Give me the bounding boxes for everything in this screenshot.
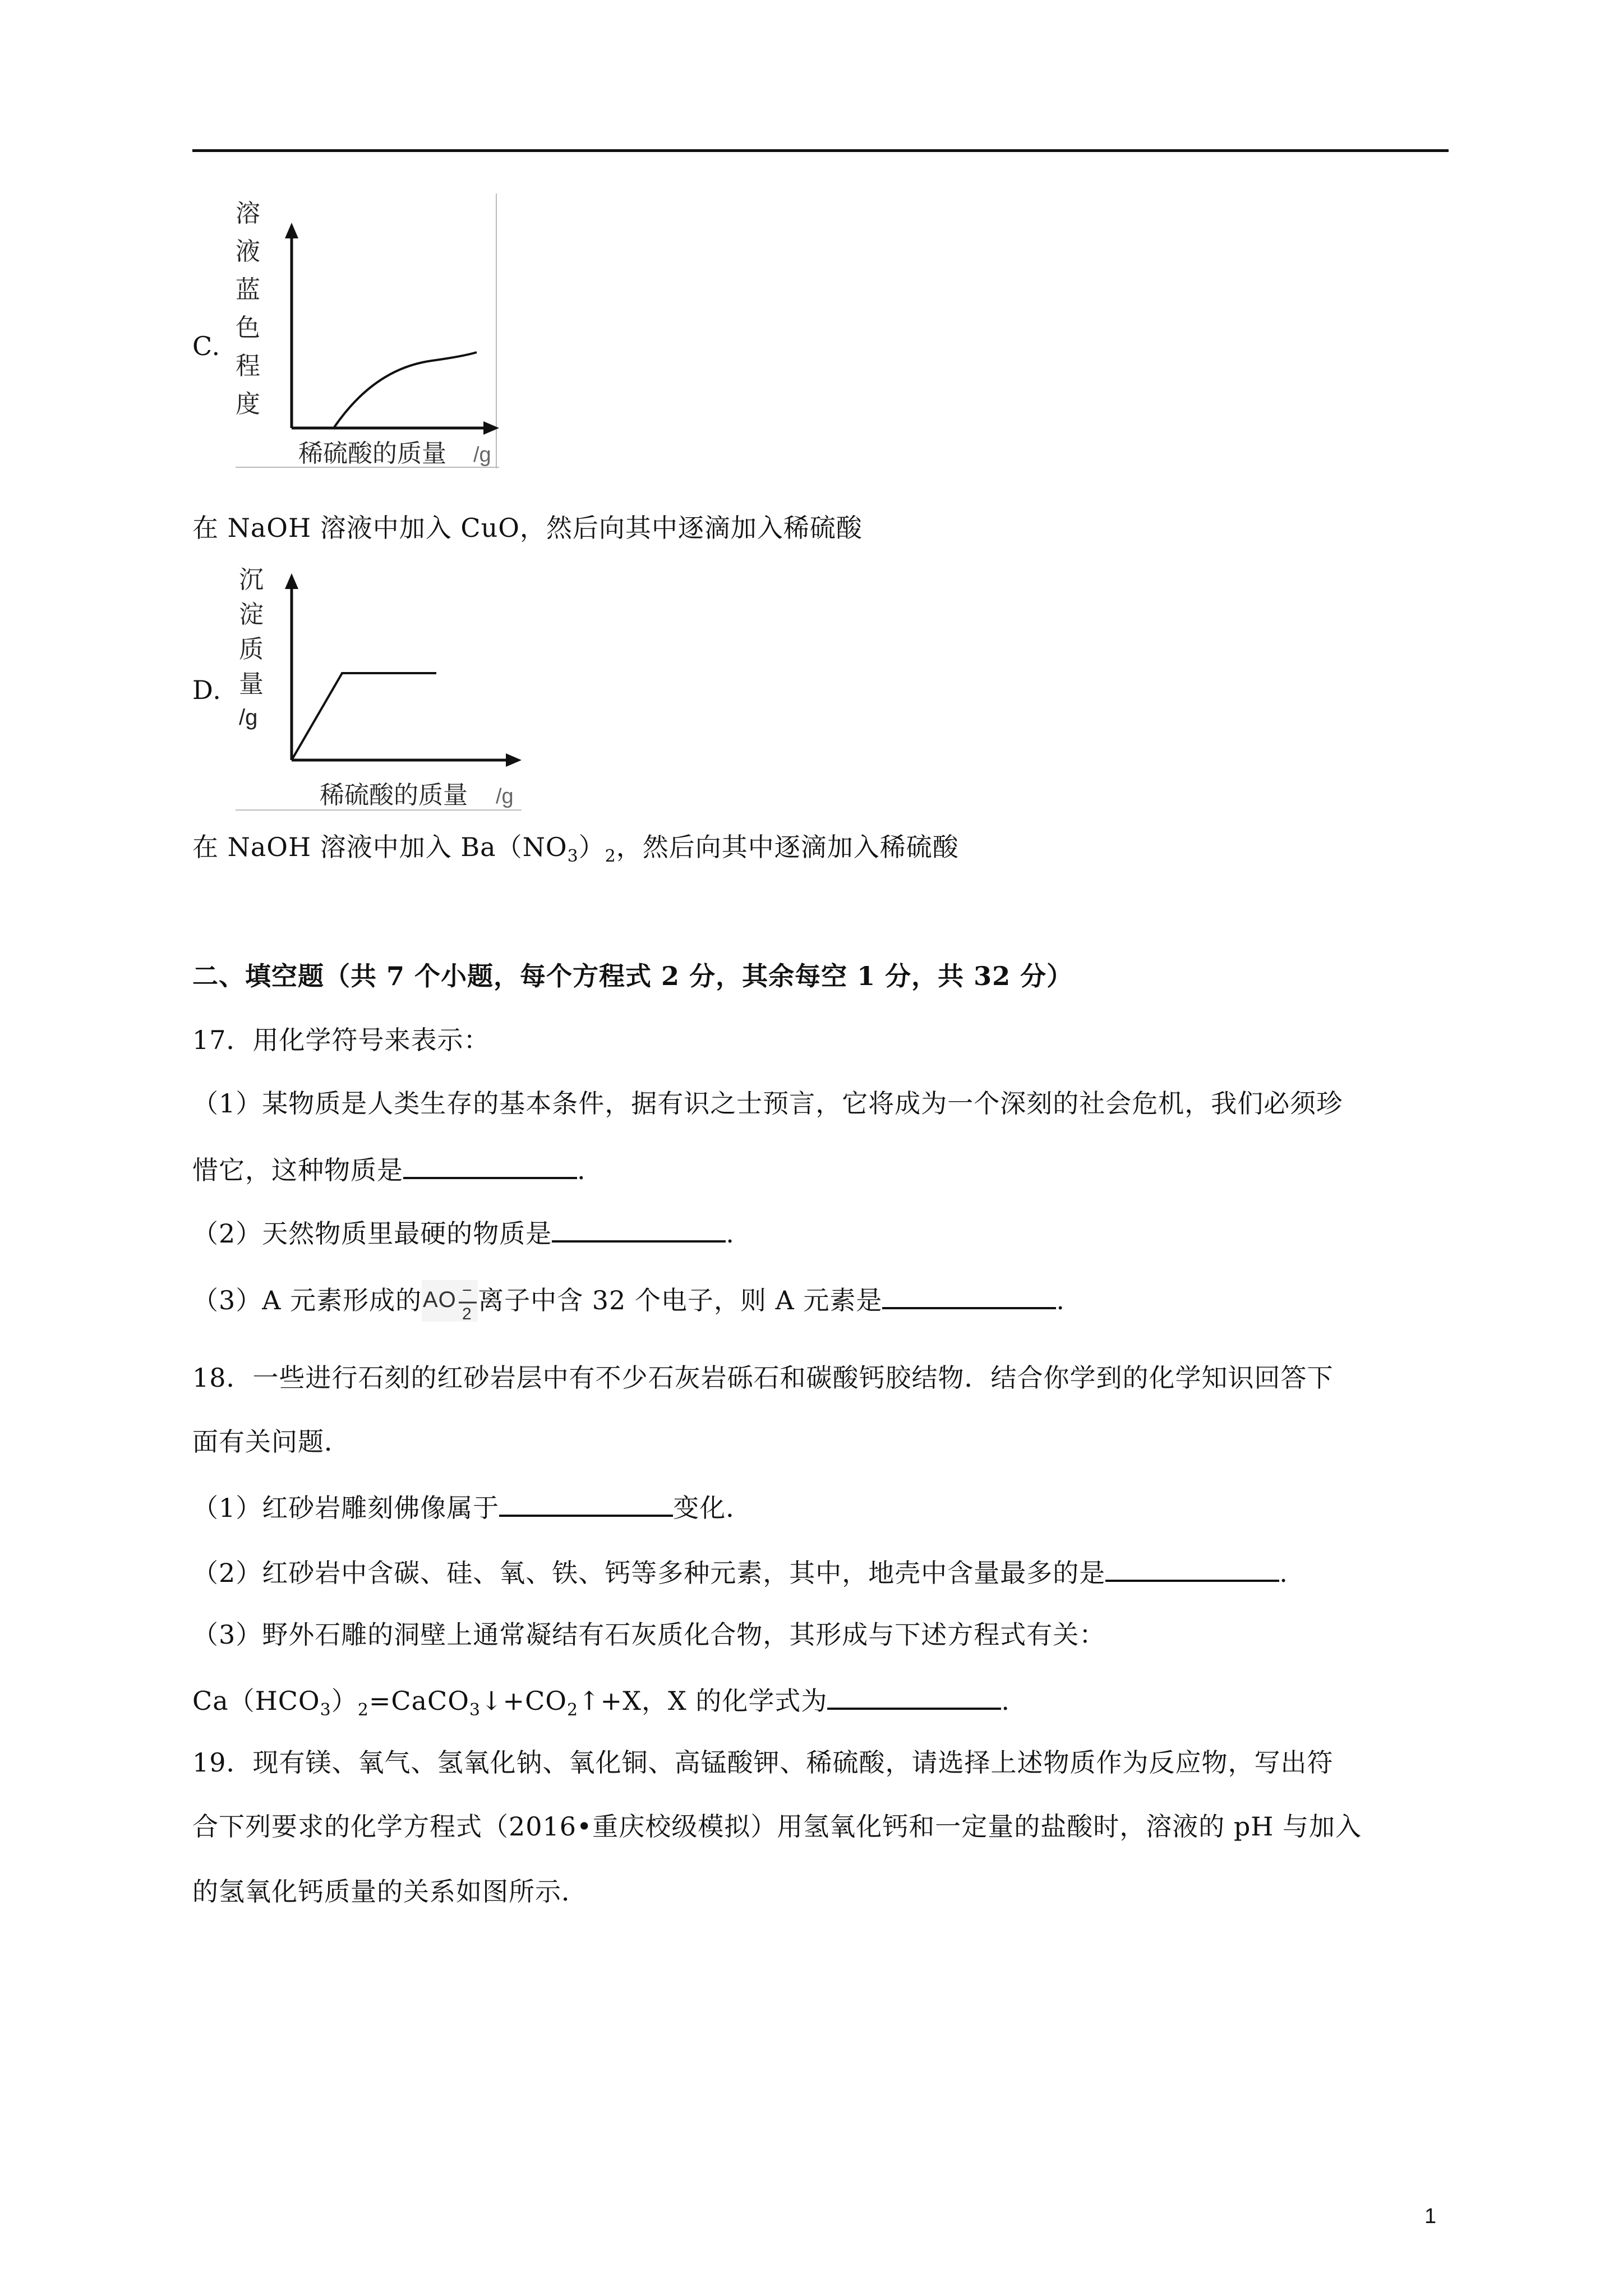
q17-blank-3[interactable] xyxy=(882,1281,1056,1309)
q18-p1-suffix: 变化． xyxy=(673,1493,753,1523)
q17-p1-line1: （1）某物质是人类生存的基本条件，据有识之士预言，它将成为一个深刻的社会危机，我们必须珍 xyxy=(192,1088,1343,1119)
q19-line1: 19．现有镁、氧气、氢氧化钠、氧化铜、高锰酸钾、稀硫酸，请选择上述物质作为反应物，写出符 xyxy=(192,1747,1334,1778)
c-axes xyxy=(285,223,499,435)
period: . xyxy=(1056,1285,1065,1315)
c-ylabel-3: 色 xyxy=(236,314,260,342)
d-caption-a: 在 NaOH 溶液中加入 Ba（NO xyxy=(192,832,568,862)
ion-formula-image xyxy=(422,1280,478,1322)
figure-d-graph xyxy=(236,561,522,813)
eq-b: ） xyxy=(331,1686,358,1716)
q17-p1-line2 xyxy=(192,1151,586,1187)
d-ylabel-1: 淀 xyxy=(239,601,264,628)
d-ylabel-2: 质 xyxy=(239,636,264,663)
q17-blank-2[interactable] xyxy=(552,1214,726,1243)
q18-p1-prefix: （1）红砂岩雕刻佛像属于 xyxy=(192,1493,500,1523)
q18-p2 xyxy=(192,1554,1288,1590)
c-ylabel-4: 程 xyxy=(236,352,260,380)
q17-stem: 17．用化学符号来表示： xyxy=(192,1025,490,1055)
c-curve xyxy=(334,352,477,428)
d-xlabel: 稀硫酸的质量 xyxy=(320,781,468,809)
q18-p2-text: （2）红砂岩中含碳、硅、氧、铁、钙等多种元素，其中，地壳中含量最多的是 xyxy=(192,1558,1106,1588)
ion-sub: 2 xyxy=(462,1305,472,1322)
figure-c-caption: 在 NaOH 溶液中加入 CuO，然后向其中逐滴加入稀硫酸 xyxy=(192,513,863,543)
q17-p3-suffix: 离子中含 32 个电子，则 A 元素是 xyxy=(478,1285,883,1315)
ion-main: AO xyxy=(423,1287,457,1312)
d-caption-b: ，然后向其中逐滴加入稀硫酸 xyxy=(616,832,959,862)
ion-charge: − xyxy=(462,1281,473,1300)
d-curve xyxy=(292,673,436,760)
c-ylabel-5: 度 xyxy=(236,390,260,418)
q17-blank-1[interactable] xyxy=(403,1151,577,1179)
q17-p1-text: 惜它，这种物质是 xyxy=(192,1155,403,1185)
q18-stem-line2: 面有关问题． xyxy=(192,1427,351,1457)
d-caption-mid: ） xyxy=(578,832,605,862)
eq-d: ↓+CO xyxy=(481,1686,568,1716)
q17-p3-prefix: （3）A 元素形成的 xyxy=(192,1285,422,1315)
q17-p2 xyxy=(192,1214,735,1250)
d-yunit: /g xyxy=(239,705,258,730)
d-caption-sub2: 2 xyxy=(605,846,616,866)
q18-blank-1[interactable] xyxy=(499,1489,673,1517)
eq-sub3: 3 xyxy=(469,1700,481,1720)
eq-e: ↑+X，X 的化学式为 xyxy=(578,1686,828,1716)
option-d-label: D. xyxy=(192,675,222,705)
c-xunit: /g xyxy=(473,443,491,467)
c-ylabel-1: 液 xyxy=(236,238,260,265)
eq-c: =CaCO xyxy=(368,1686,469,1716)
c-ylabel-0: 溶 xyxy=(236,200,260,227)
q17-p3 xyxy=(192,1280,1065,1322)
c-xlabel: 稀硫酸的质量 xyxy=(298,440,446,467)
period: . xyxy=(1001,1686,1010,1716)
q18-p1 xyxy=(192,1489,752,1525)
q19-line3: 的氢氧化钙质量的关系如图所示． xyxy=(192,1876,588,1907)
c-ylabel-2: 蓝 xyxy=(236,276,260,303)
d-ylabel-3: 量 xyxy=(239,670,264,698)
q18-equation xyxy=(192,1682,1010,1727)
eq-sub1: 3 xyxy=(320,1700,331,1720)
section-heading: 二、填空题（共 7 个小题，每个方程式 2 分，其余每空 1 分，共 32 分） xyxy=(192,961,1073,991)
header-rule xyxy=(192,149,1449,152)
figure-d-caption xyxy=(192,830,959,873)
figure-c-graph xyxy=(236,194,499,474)
period: . xyxy=(726,1218,735,1249)
q18-stem-line1: 18．一些进行石刻的红砂岩层中有不少石灰岩砾石和碳酸钙胶结物．结合你学到的化学知识回答下 xyxy=(192,1363,1334,1393)
period: . xyxy=(1279,1558,1288,1588)
page-number: 1 xyxy=(1424,2205,1437,2228)
d-xunit: /g xyxy=(496,785,514,808)
d-caption-sub1: 3 xyxy=(567,846,579,866)
option-c-label: C. xyxy=(192,331,221,361)
eq-sub2: 2 xyxy=(357,1700,369,1720)
q18-p3: （3）野外石雕的洞壁上通常凝结有石灰质化合物，其形成与下述方程式有关： xyxy=(192,1619,1106,1650)
q18-blank-3[interactable] xyxy=(827,1682,1001,1710)
d-ylabel-0: 沉 xyxy=(239,566,264,593)
q17-p2-text: （2）天然物质里最硬的物质是 xyxy=(192,1218,552,1249)
eq-sub4: 2 xyxy=(567,1700,579,1720)
q19-line2: 合下列要求的化学方程式（2016•重庆校级模拟）用氢氧化钙和一定量的盐酸时，溶液的 pH 与加入 xyxy=(192,1811,1362,1842)
d-axes xyxy=(285,573,522,767)
period: . xyxy=(577,1155,586,1185)
eq-a: Ca（HCO xyxy=(192,1686,320,1716)
q18-blank-2[interactable] xyxy=(1105,1554,1279,1582)
